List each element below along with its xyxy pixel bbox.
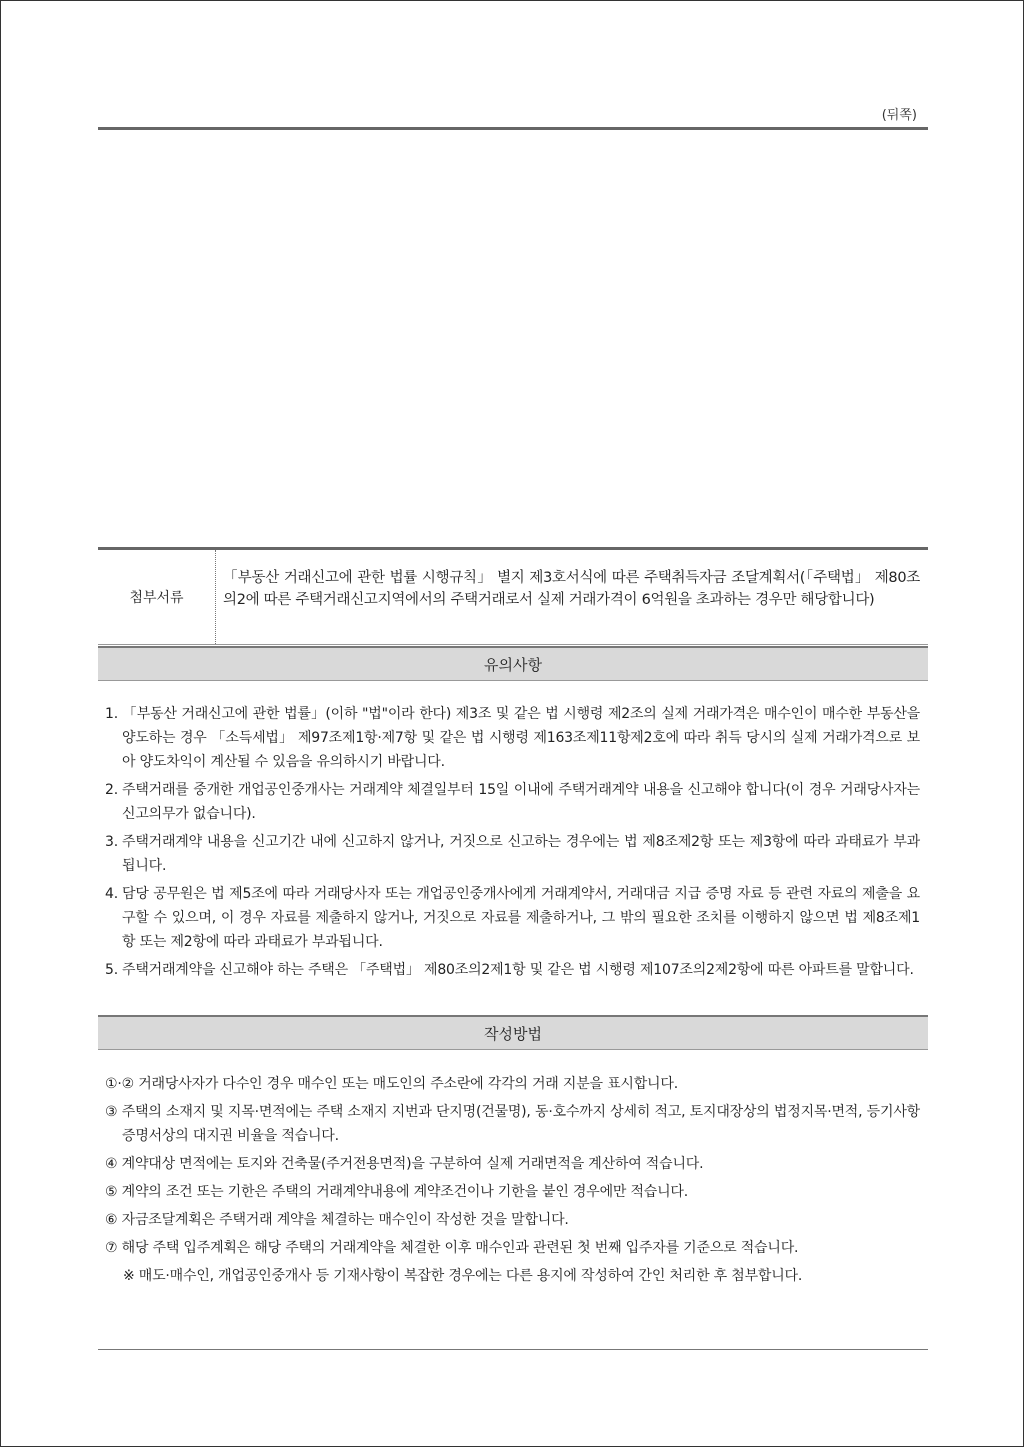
notice-list xyxy=(105,702,920,986)
top-divider xyxy=(98,127,928,130)
method-footnote: ※ 매도·매수인, 개업공인중개사 등 기재사항이 복잡한 경우에는 다른 용지에 작성하여 간인 처리한 후 첨부합니다. xyxy=(123,1268,803,1284)
notice-heading: 유의사항 xyxy=(98,646,928,681)
method-item: ⑦ 해당 주택 입주계획은 해당 주택의 거래계약을 체결한 이후 매수인과 관련된 첫 번째 입주자를 기준으로 적습니다. xyxy=(105,1240,799,1256)
method-heading: 작성방법 xyxy=(98,1015,928,1050)
attachment-text: 「부동산 거래신고에 관한 법률 시행규칙」 별지 제3호서식에 따른 주택취득자금 조달계획서(「주택법」 제80조의2에 따른 주택거래신고지역에서의 주택거래로서 실제 거래가격이 6억원을 초과하는 경우만 해당합니다) xyxy=(223,570,920,608)
notice-item: 4. 담당 공무원은 법 제5조에 따라 거래당사자 또는 개업공인중개사에게 거래계약서, 거래대금 지급 증명 자료 등 관련 자료의 제출을 요구할 수 있으며, 이 경우 자료를 제출하지 않거나, 거짓으로 자료를 제출하거나, 그 밖의 필요한 조치를 이행하지 않으면 법 제8조제1항 또는 제2항에 따라 과태료가 부과됩니다. xyxy=(105,886,920,950)
method-item: ③ 주택의 소재지 및 지목·면적에는 주택 소재지 지번과 단지명(건물명), 동·호수까지 상세히 적고, 토지대장상의 법정지목·면적, 등기사항증명서상의 대지권 비율을 적습니다. xyxy=(105,1104,920,1144)
notice-item: 1. 「부동산 거래신고에 관한 법률」(이하 "법"이라 한다) 제3조 및 같은 법 시행령 제2조의 실제 거래가격은 매수인이 매수한 부동산을 양도하는 경우 「소득세법」 제97조제1항·제7항 및 같은 법 시행령 제163조제11항제2호에 따라 취득 당시의 실제 거래가격으로 보아 양도차익이 계산될 수 있음을 유의하시기 바랍니다. xyxy=(105,706,920,770)
bottom-divider xyxy=(98,1349,928,1350)
notice-item: 5. 주택거래계약을 신고해야 하는 주택은 「주택법」 제80조의2제1항 및 같은 법 시행령 제107조의2제2항에 따른 아파트를 말합니다. xyxy=(105,962,914,978)
method-item: ①·② 거래당사자가 다수인 경우 매수인 또는 매도인의 주소란에 각각의 거래 지분을 표시합니다. xyxy=(105,1076,678,1092)
method-list xyxy=(105,1072,920,1292)
method-item: ⑤ 계약의 조건 또는 기한은 주택의 거래계약내용에 계약조건이나 기한을 붙인 경우에만 적습니다. xyxy=(105,1184,689,1200)
attachment-row xyxy=(98,547,928,645)
notice-item: 3. 주택거래계약 내용을 신고기간 내에 신고하지 않거나, 거짓으로 신고하는 경우에는 법 제8조제2항 또는 제3항에 따라 과태료가 부과됩니다. xyxy=(105,834,920,874)
method-item: ④ 계약대상 면적에는 토지와 건축물(주거전용면적)을 구분하여 실제 거래면적을 계산하여 적습니다. xyxy=(105,1156,704,1172)
method-item: ⑥ 자금조달계획은 주택거래 계약을 체결하는 매수인이 작성한 것을 말합니다. xyxy=(105,1212,569,1228)
attachment-label: 첨부서류 xyxy=(98,550,216,644)
page-side-label: (뒤쪽) xyxy=(881,108,917,123)
notice-item: 2. 주택거래를 중개한 개업공인중개사는 거래계약 체결일부터 15일 이내에 주택거래계약 내용을 신고해야 합니다(이 경우 거래당사자는 신고의무가 없습니다). xyxy=(105,782,920,822)
